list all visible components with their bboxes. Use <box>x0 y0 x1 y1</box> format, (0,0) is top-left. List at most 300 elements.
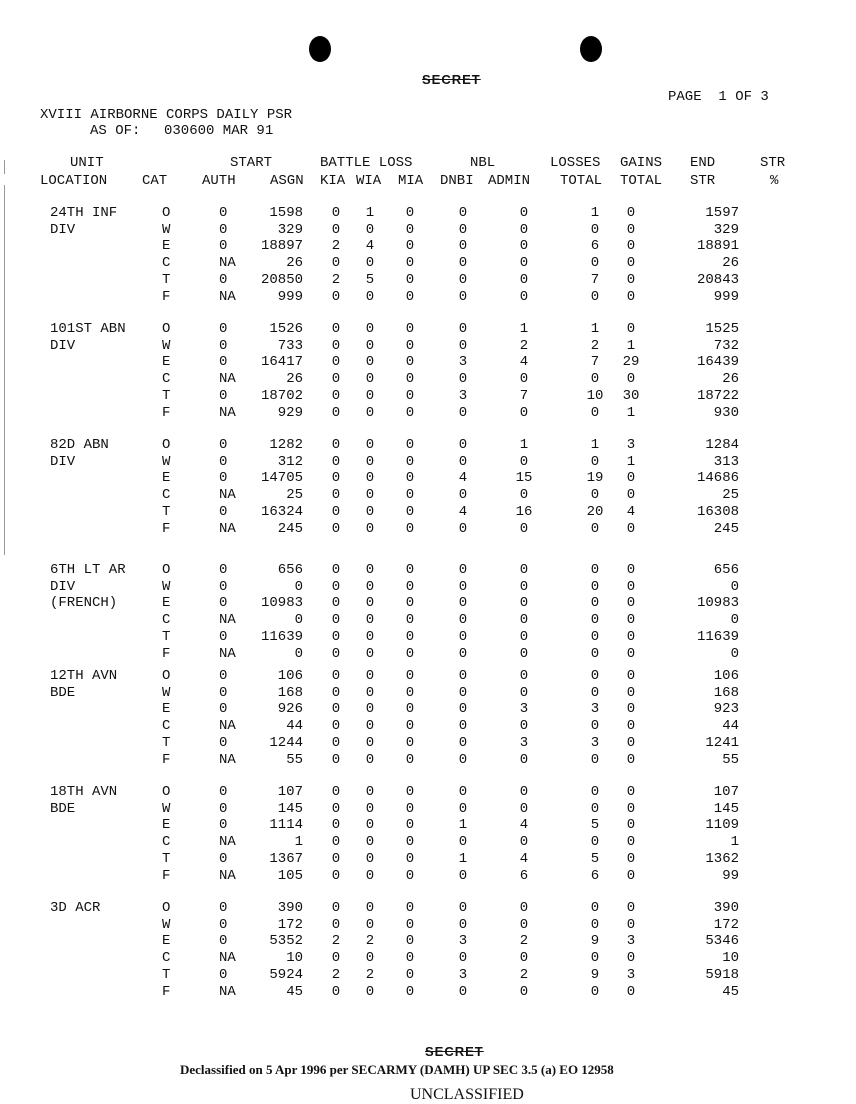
cell-auth: NA <box>219 950 236 967</box>
cell-admin: 0 <box>519 645 529 662</box>
cell-wia: 0 <box>365 437 375 453</box>
cell-mia: 0 <box>405 453 415 470</box>
cell-dnbi: 0 <box>458 520 468 537</box>
cell-admin: 2 <box>519 337 529 354</box>
cell-admin: 1 <box>519 437 529 453</box>
punch-hole <box>309 36 331 62</box>
cell-gains-total: 29 <box>622 354 640 371</box>
cell-wia: 0 <box>365 718 375 735</box>
cell-auth: 0 <box>219 437 228 453</box>
cell-wia: 0 <box>365 684 375 701</box>
cell-dnbi: 0 <box>458 255 468 272</box>
cell-losses-total: 0 <box>590 595 600 612</box>
cell-auth: NA <box>219 371 236 388</box>
cell-auth: NA <box>219 983 236 1000</box>
cell-cat: E <box>162 701 171 718</box>
cell-asgn: 312 <box>277 453 303 470</box>
cell-wia: 0 <box>365 834 375 851</box>
cell-losses-total: 2 <box>590 337 600 354</box>
cell-auth: 0 <box>219 578 228 595</box>
cell-asgn: 55 <box>286 751 303 768</box>
cell-cat: E <box>162 933 171 950</box>
cell-end-str: 0 <box>730 578 739 595</box>
cell-auth: 0 <box>219 684 228 701</box>
cell-dnbi: 0 <box>458 371 468 388</box>
cell-kia: 0 <box>331 612 341 629</box>
cell-asgn: 168 <box>277 684 303 701</box>
cell-end-str: 26 <box>722 255 739 272</box>
cell-auth: 0 <box>219 800 228 817</box>
cell-auth: 0 <box>219 628 228 645</box>
cell-mia: 0 <box>405 238 415 255</box>
cell-admin: 0 <box>519 628 529 645</box>
cell-kia: 0 <box>331 453 341 470</box>
cell-end-str: 5918 <box>705 966 739 983</box>
cell-losses-total: 0 <box>590 983 600 1000</box>
cell-admin: 0 <box>519 900 529 916</box>
cell-admin: 0 <box>519 520 529 537</box>
cell-wia: 0 <box>365 751 375 768</box>
cell-cat: C <box>162 371 171 388</box>
cell-admin: 0 <box>519 453 529 470</box>
unit-name: DIV <box>50 578 76 595</box>
cell-asgn: 1 <box>294 834 303 851</box>
margin-mark <box>4 185 5 555</box>
cell-end-str: 1525 <box>705 321 739 337</box>
cell-asgn: 929 <box>277 404 303 421</box>
cell-losses-total: 3 <box>590 734 600 751</box>
cell-kia: 2 <box>331 271 341 288</box>
cell-admin: 2 <box>519 966 529 983</box>
cell-asgn: 390 <box>277 900 303 916</box>
cell-asgn: 45 <box>286 983 303 1000</box>
cell-gains-total: 3 <box>626 437 636 453</box>
cell-gains-total: 0 <box>626 817 636 834</box>
cell-auth: NA <box>219 751 236 768</box>
cell-kia: 0 <box>331 337 341 354</box>
cell-wia: 0 <box>365 817 375 834</box>
cell-cat: E <box>162 354 171 371</box>
cell-admin: 0 <box>519 595 529 612</box>
cell-gains-total: 0 <box>626 321 636 337</box>
cell-gains-total: 1 <box>626 337 636 354</box>
cell-cat: O <box>162 321 171 337</box>
cell-auth: 0 <box>219 734 228 751</box>
cell-asgn: 16417 <box>260 354 303 371</box>
cell-mia: 0 <box>405 387 415 404</box>
cell-kia: 0 <box>331 578 341 595</box>
cell-admin: 0 <box>519 221 529 238</box>
cell-losses-total: 0 <box>590 751 600 768</box>
margin-mark <box>4 160 5 174</box>
cell-admin: 0 <box>519 950 529 967</box>
cell-cat: W <box>162 337 171 354</box>
cell-kia: 0 <box>331 321 341 337</box>
cell-asgn: 14705 <box>260 470 303 487</box>
report-title: XVIII AIRBORNE CORPS DAILY PSR <box>40 107 293 123</box>
cell-mia: 0 <box>405 900 415 916</box>
cell-mia: 0 <box>405 916 415 933</box>
header-admin: ADMIN <box>488 173 531 189</box>
cell-admin: 3 <box>519 734 529 751</box>
cell-cat: F <box>162 867 171 884</box>
cell-end-str: 245 <box>713 520 739 537</box>
cell-cat: E <box>162 470 171 487</box>
header-unit: UNIT <box>70 155 104 171</box>
cell-cat: F <box>162 645 171 662</box>
cell-admin: 4 <box>519 850 529 867</box>
cell-losses-total: 0 <box>590 404 600 421</box>
cell-kia: 0 <box>331 470 341 487</box>
cell-cat: T <box>162 271 171 288</box>
cell-end-str: 20843 <box>696 271 739 288</box>
cell-wia: 0 <box>365 371 375 388</box>
cell-dnbi: 0 <box>458 595 468 612</box>
cell-mia: 0 <box>405 983 415 1000</box>
cell-admin: 0 <box>519 562 529 578</box>
cell-dnbi: 0 <box>458 271 468 288</box>
cell-cat: W <box>162 800 171 817</box>
cell-kia: 0 <box>331 800 341 817</box>
cell-cat: O <box>162 437 171 453</box>
cell-losses-total: 10 <box>586 387 604 404</box>
cell-kia: 0 <box>331 916 341 933</box>
cell-end-str: 16308 <box>696 503 739 520</box>
cell-losses-total: 0 <box>590 950 600 967</box>
cell-mia: 0 <box>405 734 415 751</box>
cell-dnbi: 0 <box>458 321 468 337</box>
cell-losses-total: 0 <box>590 684 600 701</box>
cell-mia: 0 <box>405 751 415 768</box>
cell-dnbi: 0 <box>458 612 468 629</box>
header-kia: KIA <box>320 173 346 189</box>
cell-auth: 0 <box>219 205 228 221</box>
cell-dnbi: 0 <box>458 916 468 933</box>
cell-losses-total: 20 <box>586 503 604 520</box>
cell-losses-total: 0 <box>590 453 600 470</box>
cell-auth: 0 <box>219 966 228 983</box>
cell-asgn: 1244 <box>269 734 303 751</box>
cell-mia: 0 <box>405 834 415 851</box>
cell-kia: 0 <box>331 437 341 453</box>
cell-gains-total: 0 <box>626 668 636 684</box>
cell-asgn: 44 <box>286 718 303 735</box>
cell-losses-total: 0 <box>590 487 600 504</box>
cell-end-str: 18891 <box>696 238 739 255</box>
header-nbl: NBL <box>470 155 496 171</box>
cell-admin: 0 <box>519 751 529 768</box>
cell-gains-total: 0 <box>626 684 636 701</box>
cell-end-str: 390 <box>713 900 739 916</box>
cell-mia: 0 <box>405 933 415 950</box>
cell-gains-total: 0 <box>626 850 636 867</box>
unit-name: 82D ABN <box>50 437 109 453</box>
cell-cat: W <box>162 684 171 701</box>
cell-dnbi: 3 <box>458 966 468 983</box>
cell-asgn: 16324 <box>260 503 303 520</box>
cell-wia: 0 <box>365 784 375 800</box>
cell-kia: 0 <box>331 404 341 421</box>
cell-kia: 0 <box>331 354 341 371</box>
cell-auth: NA <box>219 645 236 662</box>
cell-losses-total: 0 <box>590 520 600 537</box>
cell-auth: 0 <box>219 337 228 354</box>
cell-admin: 0 <box>519 668 529 684</box>
cell-wia: 0 <box>365 701 375 718</box>
cell-dnbi: 0 <box>458 867 468 884</box>
cell-asgn: 26 <box>286 255 303 272</box>
cell-mia: 0 <box>405 950 415 967</box>
cell-end-str: 55 <box>722 751 739 768</box>
cell-cat: F <box>162 751 171 768</box>
cell-dnbi: 4 <box>458 503 468 520</box>
cell-asgn: 1282 <box>269 437 303 453</box>
cell-dnbi: 0 <box>458 337 468 354</box>
cell-asgn: 18897 <box>260 238 303 255</box>
cell-gains-total: 0 <box>626 784 636 800</box>
header-asgn: ASGN <box>270 173 304 189</box>
cell-mia: 0 <box>405 470 415 487</box>
cell-auth: NA <box>219 834 236 851</box>
cell-losses-total: 0 <box>590 800 600 817</box>
cell-admin: 2 <box>519 933 529 950</box>
unit-name: 101ST ABN <box>50 321 126 337</box>
cell-dnbi: 0 <box>458 562 468 578</box>
cell-mia: 0 <box>405 503 415 520</box>
header-losses-total: TOTAL <box>560 173 603 189</box>
cell-end-str: 656 <box>713 562 739 578</box>
cell-end-str: 732 <box>713 337 739 354</box>
cell-kia: 2 <box>331 966 341 983</box>
cell-wia: 0 <box>365 288 375 305</box>
cell-auth: 0 <box>219 701 228 718</box>
cell-auth: NA <box>219 487 236 504</box>
cell-dnbi: 3 <box>458 387 468 404</box>
cell-end-str: 11639 <box>696 628 739 645</box>
cell-auth: 0 <box>219 916 228 933</box>
cell-wia: 0 <box>365 950 375 967</box>
unit-name: 18TH AVN <box>50 784 118 800</box>
cell-auth: 0 <box>219 668 228 684</box>
cell-dnbi: 0 <box>458 718 468 735</box>
cell-gains-total: 0 <box>626 645 636 662</box>
cell-admin: 15 <box>515 470 533 487</box>
cell-end-str: 0 <box>730 645 739 662</box>
cell-asgn: 20850 <box>260 271 303 288</box>
cell-kia: 0 <box>331 900 341 916</box>
cell-kia: 0 <box>331 784 341 800</box>
cell-gains-total: 0 <box>626 595 636 612</box>
cell-wia: 0 <box>365 645 375 662</box>
cell-admin: 0 <box>519 288 529 305</box>
cell-asgn: 105 <box>277 867 303 884</box>
cell-end-str: 1109 <box>705 817 739 834</box>
cell-mia: 0 <box>405 800 415 817</box>
cell-gains-total: 0 <box>626 867 636 884</box>
cell-cat: C <box>162 255 171 272</box>
cell-dnbi: 0 <box>458 205 468 221</box>
cell-admin: 6 <box>519 867 529 884</box>
cell-dnbi: 0 <box>458 734 468 751</box>
cell-mia: 0 <box>405 487 415 504</box>
header-str-pct: % <box>770 173 779 189</box>
cell-wia: 0 <box>365 850 375 867</box>
cell-auth: 0 <box>219 321 228 337</box>
cell-auth: NA <box>219 867 236 884</box>
declassified-note: Declassified on 5 Apr 1996 per SECARMY (DAMH) UP SEC 3.5 (a) EO 12958 <box>180 1062 614 1077</box>
cell-mia: 0 <box>405 817 415 834</box>
header-location: LOCATION <box>40 173 108 189</box>
cell-losses-total: 5 <box>590 817 600 834</box>
cell-admin: 0 <box>519 271 529 288</box>
cell-auth: 0 <box>219 817 228 834</box>
cell-cat: W <box>162 221 171 238</box>
cell-wia: 0 <box>365 520 375 537</box>
cell-cat: T <box>162 850 171 867</box>
cell-mia: 0 <box>405 684 415 701</box>
header-gains: GAINS <box>620 155 663 171</box>
cell-asgn: 1367 <box>269 850 303 867</box>
cell-admin: 0 <box>519 834 529 851</box>
punch-hole <box>580 36 602 62</box>
page-number: PAGE 1 OF 3 <box>668 89 769 105</box>
cell-losses-total: 0 <box>590 628 600 645</box>
cell-gains-total: 0 <box>626 255 636 272</box>
cell-asgn: 107 <box>277 784 303 800</box>
cell-asgn: 1598 <box>269 205 303 221</box>
cell-end-str: 10983 <box>696 595 739 612</box>
cell-mia: 0 <box>405 595 415 612</box>
cell-end-str: 999 <box>713 288 739 305</box>
cell-asgn: 10 <box>286 950 303 967</box>
cell-end-str: 145 <box>713 800 739 817</box>
cell-dnbi: 1 <box>458 850 468 867</box>
cell-dnbi: 0 <box>458 800 468 817</box>
cell-asgn: 145 <box>277 800 303 817</box>
cell-kia: 0 <box>331 221 341 238</box>
cell-asgn: 0 <box>294 612 303 629</box>
cell-wia: 0 <box>365 487 375 504</box>
cell-auth: NA <box>219 520 236 537</box>
cell-auth: 0 <box>219 238 228 255</box>
cell-asgn: 25 <box>286 487 303 504</box>
cell-wia: 0 <box>365 983 375 1000</box>
cell-cat: T <box>162 503 171 520</box>
cell-end-str: 172 <box>713 916 739 933</box>
cell-end-str: 5346 <box>705 933 739 950</box>
cell-cat: T <box>162 734 171 751</box>
unit-name: (FRENCH) <box>50 595 118 612</box>
cell-gains-total: 0 <box>626 612 636 629</box>
cell-wia: 5 <box>365 271 375 288</box>
as-of-value: 030600 MAR 91 <box>164 123 274 139</box>
cell-kia: 0 <box>331 950 341 967</box>
header-end: END <box>690 155 716 171</box>
cell-cat: C <box>162 950 171 967</box>
cell-end-str: 14686 <box>696 470 739 487</box>
cell-end-str: 1362 <box>705 850 739 867</box>
cell-gains-total: 0 <box>626 701 636 718</box>
cell-auth: 0 <box>219 595 228 612</box>
cell-losses-total: 0 <box>590 718 600 735</box>
cell-auth: 0 <box>219 271 228 288</box>
cell-cat: F <box>162 983 171 1000</box>
cell-gains-total: 0 <box>626 916 636 933</box>
cell-admin: 0 <box>519 718 529 735</box>
cell-gains-total: 3 <box>626 933 636 950</box>
cell-asgn: 0 <box>294 578 303 595</box>
cell-gains-total: 0 <box>626 487 636 504</box>
cell-losses-total: 1 <box>590 437 600 453</box>
cell-end-str: 1284 <box>705 437 739 453</box>
cell-losses-total: 5 <box>590 850 600 867</box>
as-of-label: AS OF: <box>90 123 141 139</box>
cell-gains-total: 0 <box>626 800 636 817</box>
cell-wia: 0 <box>365 668 375 684</box>
cell-wia: 0 <box>365 628 375 645</box>
cell-asgn: 26 <box>286 371 303 388</box>
cell-cat: C <box>162 718 171 735</box>
cell-cat: C <box>162 487 171 504</box>
cell-losses-total: 0 <box>590 255 600 272</box>
cell-asgn: 656 <box>277 562 303 578</box>
cell-mia: 0 <box>405 867 415 884</box>
unit-name: DIV <box>50 337 76 354</box>
cell-admin: 0 <box>519 983 529 1000</box>
cell-mia: 0 <box>405 520 415 537</box>
cell-mia: 0 <box>405 966 415 983</box>
cell-gains-total: 0 <box>626 470 636 487</box>
cell-auth: 0 <box>219 784 228 800</box>
cell-dnbi: 0 <box>458 628 468 645</box>
header-mia: MIA <box>398 173 424 189</box>
cell-gains-total: 30 <box>622 387 640 404</box>
cell-gains-total: 0 <box>626 734 636 751</box>
cell-asgn: 1526 <box>269 321 303 337</box>
cell-losses-total: 0 <box>590 668 600 684</box>
cell-wia: 0 <box>365 867 375 884</box>
cell-wia: 0 <box>365 562 375 578</box>
cell-end-str: 923 <box>713 701 739 718</box>
cell-auth: 0 <box>219 221 228 238</box>
cell-gains-total: 1 <box>626 453 636 470</box>
cell-losses-total: 0 <box>590 834 600 851</box>
cell-cat: W <box>162 916 171 933</box>
header-start: START <box>230 155 273 171</box>
cell-asgn: 11639 <box>260 628 303 645</box>
header-wia: WIA <box>356 173 382 189</box>
cell-kia: 2 <box>331 933 341 950</box>
cell-gains-total: 0 <box>626 900 636 916</box>
cell-end-str: 0 <box>730 612 739 629</box>
cell-mia: 0 <box>405 205 415 221</box>
cell-asgn: 733 <box>277 337 303 354</box>
cell-losses-total: 1 <box>590 321 600 337</box>
unit-name: 12TH AVN <box>50 668 118 684</box>
cell-losses-total: 0 <box>590 221 600 238</box>
cell-wia: 0 <box>365 470 375 487</box>
cell-dnbi: 0 <box>458 437 468 453</box>
cell-losses-total: 9 <box>590 933 600 950</box>
cell-kia: 2 <box>331 238 341 255</box>
unit-name: DIV <box>50 453 76 470</box>
cell-admin: 16 <box>515 503 533 520</box>
cell-asgn: 0 <box>294 645 303 662</box>
cell-end-str: 45 <box>722 983 739 1000</box>
cell-auth: 0 <box>219 562 228 578</box>
cell-gains-total: 0 <box>626 371 636 388</box>
cell-end-str: 1 <box>730 834 739 851</box>
